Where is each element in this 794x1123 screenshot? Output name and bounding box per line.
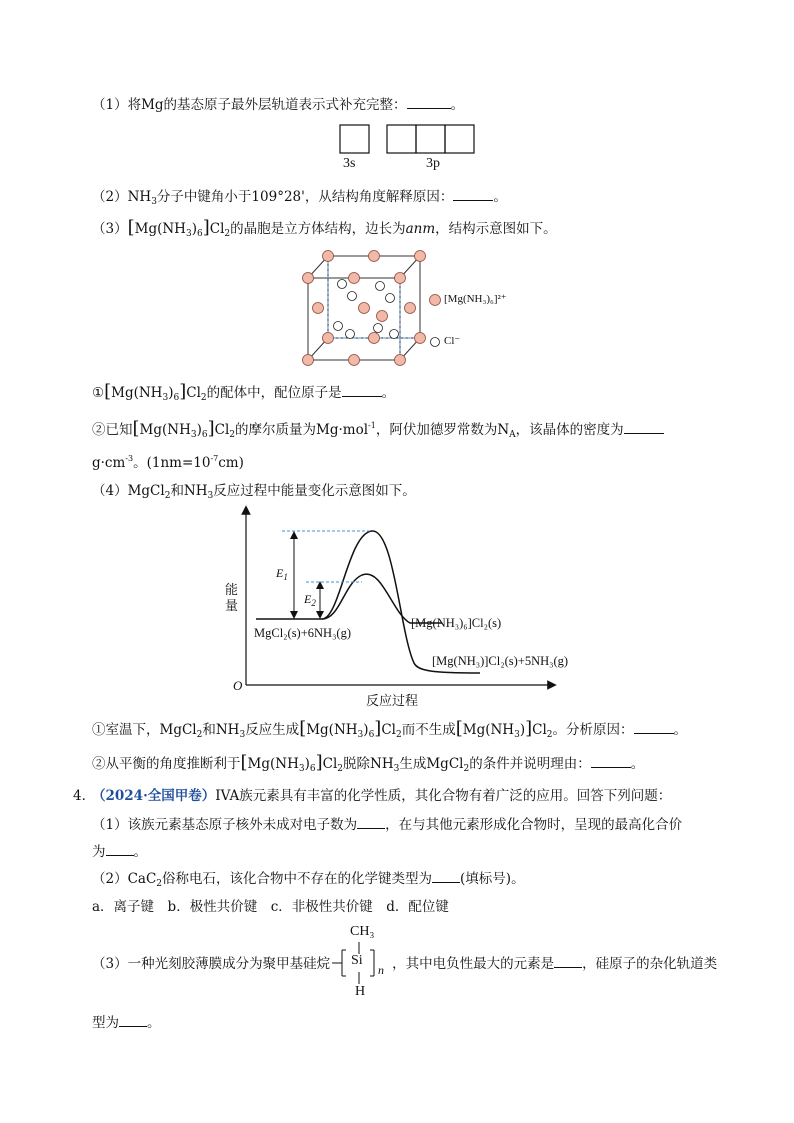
q3-2-line: ②已知$[Mg(NH_3)_6]Cl_2$的摩尔质量为Mg·mol$^{-1}$，阿伏加德罗常数为$N_A$，该晶体的密度为	[92, 416, 664, 445]
product2-label: [Mg(NH₃)]Cl₂(s)+5NH₃(g)	[432, 654, 569, 668]
p4-3-line2: 型为 。	[92, 1012, 161, 1033]
answer-blank	[432, 868, 460, 883]
p4-3-line: （3）一种光刻胶薄膜成分为聚甲基硅烷 ，其中电负性最大的元素是 ，硅原子的杂化轨道类	[92, 953, 717, 974]
struct-top: CH₃	[350, 924, 375, 939]
label-3p: 3p	[426, 156, 440, 171]
crystal-cell-diagram	[298, 248, 528, 370]
energy-diagram	[222, 505, 562, 707]
answer-blank	[342, 382, 382, 397]
origin-label: O	[233, 678, 243, 693]
product1-label: [Mg(NH₃)₆]Cl₂(s)	[411, 616, 502, 630]
q2-line: $(2)NH_3$分子中键角小于109°28'，从结构角度解释原因： 。	[92, 186, 507, 212]
answer-blank	[634, 719, 674, 734]
q3-2-line2: $g\cdot cm^{-3}$。$(1nm=10^{-7}cm)$	[92, 454, 244, 471]
struct-bottom: H	[355, 984, 366, 999]
answer-blank	[357, 814, 385, 829]
q3-1-line: $①[Mg(NH_3)_6]Cl_2$的配体中，配位原子是 。	[92, 381, 396, 403]
q4-2-line: ②从平衡的角度推断利于$[Mg(NH_3)_6]Cl_2$脱除$NH_3$生成MgCl$_2$的条件并说明理由： 。	[92, 752, 645, 774]
problem-number: 4．	[73, 788, 96, 804]
y-axis-label: 能量	[225, 582, 239, 613]
answer-blank	[453, 186, 493, 201]
answer-blank	[119, 1012, 147, 1027]
p4-2-line: （2）CaC$_2$俗称电石，该化合物中不存在的化学键类型为 (填标号)。	[92, 868, 525, 894]
answer-blank	[554, 953, 582, 968]
q4-line: （4）MgCl$_2$和$NH_3$反应过程中能量变化示意图如下。	[92, 483, 416, 501]
q1-text: （1）将Mg的基态原子最外层轨道表示式补充完整：	[92, 97, 407, 113]
orbital-boxes	[335, 122, 485, 178]
q3-line: $(3)[Mg(NH_3)_6]Cl_2$的晶胞是立方体结构，边长为anm，结构示意图如下。	[92, 217, 557, 239]
e2-label: $E_2$	[304, 592, 316, 608]
source-tag: （2024·全国甲卷）	[92, 788, 216, 804]
legend-cation: [Mg(NH₃)₆]²⁺	[444, 293, 507, 305]
e1-label: $E_1$	[276, 566, 288, 582]
p4-1-line2: 为 。	[92, 841, 147, 862]
p4-options: a．离子键 b．极性共价键 c．非极性共价键 d．配位键	[92, 899, 449, 915]
answer-blank	[591, 753, 631, 768]
reactant-label: MgCl₂(s)+6NH₃(g)	[254, 626, 352, 640]
x-axis-label: 反应过程	[366, 693, 419, 708]
answer-blank	[106, 841, 134, 856]
struct-n: n	[378, 963, 384, 977]
struct-si: Si	[351, 953, 363, 968]
p4-intro: （2024·全国甲卷）IVA族元素具有丰富的化学性质，其化合物有着广泛的应用。回答下列问题：	[92, 788, 672, 804]
q4-1-line: ①室温下，MgCl$_2$和$NH_3$反应生成$[Mg(NH_3)_6]Cl_2$而不生成$[Mg(NH_3)]Cl_2$。分析原因： 。	[92, 718, 688, 740]
p4-1-line: （1）该族元素基态原子核外未成对电子数为 ，在与其他元素形成化合物时，呈现的最高化合价	[92, 814, 682, 835]
label-3s: 3s	[343, 156, 356, 171]
q1-line: （1）将Mg的基态原子最外层轨道表示式补充完整： 。	[92, 94, 464, 115]
legend-anion: Cl⁻	[444, 335, 461, 347]
answer-blank	[624, 419, 664, 434]
answer-blank	[407, 94, 451, 109]
